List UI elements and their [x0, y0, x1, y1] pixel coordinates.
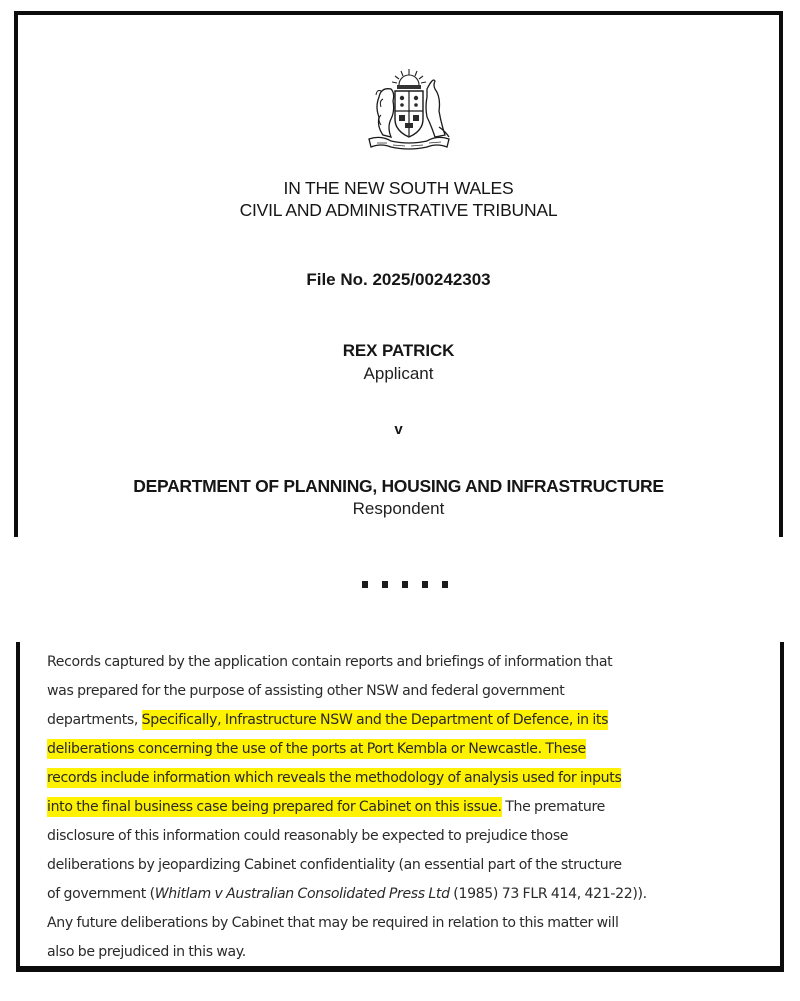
- excerpt-line: [47, 822, 772, 851]
- excerpt-line: [47, 677, 772, 706]
- case-citation: Whitlam v Australian Consolidated Press Ltd: [154, 886, 450, 902]
- applicant-name: REX PATRICK: [342, 341, 455, 360]
- excerpt-line: [47, 938, 772, 967]
- court-name-line-1: IN THE NEW SOUTH WALES: [283, 178, 514, 198]
- excerpt-text: Records captured by the application contain reports and briefings of information that: [47, 654, 613, 670]
- excerpt-paragraph: [47, 648, 772, 967]
- highlighted-text: deliberations concerning the use of the ports at Port Kembla or Newcastle. These: [47, 741, 586, 757]
- excerpt-line: [47, 851, 772, 880]
- excerpt-line: [47, 706, 772, 735]
- separator-dot: [422, 581, 428, 588]
- separator-dot: [362, 581, 368, 588]
- highlighted-text: Specifically, Infrastructure NSW and the Department of Defence, in its: [141, 712, 609, 728]
- excerpt-text: disclosure of this information could reasonably be expected to prejudice those: [47, 828, 569, 844]
- court-heading-panel: [14, 11, 783, 537]
- excerpt-line: [47, 793, 772, 822]
- separator-dot: [402, 581, 408, 588]
- excerpt-text: Any future deliberations by Cabinet that may be required in relation to this matter will: [47, 915, 619, 931]
- excerpt-text: also be prejudiced in this way.: [47, 944, 246, 960]
- excerpt-text: departments,: [47, 712, 142, 728]
- excerpt-text: was prepared for the purpose of assisting other NSW and federal government: [47, 683, 565, 699]
- excerpt-line: [47, 880, 772, 909]
- excerpt-line: [47, 735, 772, 764]
- excerpt-line: [47, 648, 772, 677]
- excerpt-text: of government (: [47, 886, 155, 902]
- excerpt-panel: [16, 642, 784, 972]
- nsw-coat-of-arms-icon: [361, 67, 457, 155]
- excerpt-text: (1985) 73 FLR 414, 421-22)).: [449, 886, 647, 902]
- ellipsis-dots-icon: [362, 581, 448, 588]
- excerpt-text: deliberations by jeopardizing Cabinet confidentiality (an essential part of the structure: [47, 857, 622, 873]
- versus-label: v: [394, 421, 403, 438]
- respondent-role: Respondent: [352, 499, 445, 518]
- applicant-role: Applicant: [363, 364, 434, 383]
- excerpt-line: [47, 909, 772, 938]
- separator-dot: [442, 581, 448, 588]
- excerpt-text: The premature: [501, 799, 605, 815]
- file-number: File No. 2025/00242303: [306, 270, 491, 289]
- highlighted-text: records include information which reveals the methodology of analysis used for inputs: [47, 770, 622, 786]
- highlighted-text: into the final business case being prepared for Cabinet on this issue.: [47, 799, 502, 815]
- excerpt-line: [47, 764, 772, 793]
- court-name-line-2: CIVIL AND ADMINISTRATIVE TRIBUNAL: [239, 200, 558, 220]
- separator-dot: [382, 581, 388, 588]
- respondent-name: DEPARTMENT OF PLANNING, HOUSING AND INFRASTRUCTURE: [133, 476, 664, 496]
